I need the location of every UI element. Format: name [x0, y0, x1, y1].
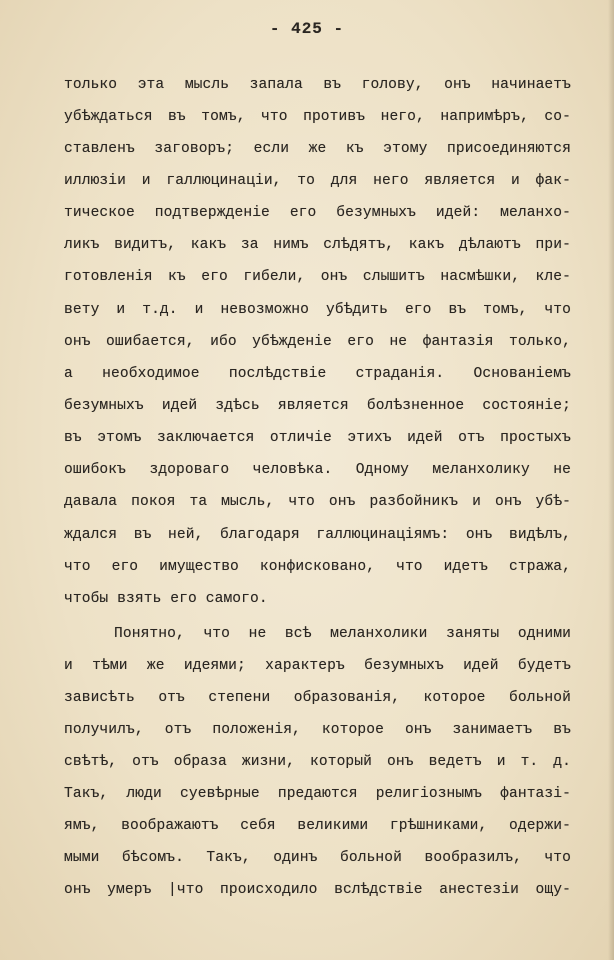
- text-line: онъ ошибается, ибо убѣжденіе его не фантазія только,: [64, 334, 571, 350]
- text-line: ждался въ ней, благодаря галлюцинаціямъ: онъ видѣлъ,: [64, 527, 571, 543]
- text-line: въ этомъ заключается отличіе этихъ идей отъ простыхъ: [64, 430, 571, 446]
- text-line: а необходимое послѣдствіе страданія. Основаніемъ: [64, 366, 571, 382]
- text-line: ставленъ заговоръ; если же къ этому присоединяются: [64, 141, 571, 157]
- paragraph-first-line: Понятно, что не всѣ меланхолики заняты одними: [114, 626, 571, 642]
- page-edge-shadow: [608, 0, 614, 960]
- text-line: Такъ, люди суевѣрные предаются религіознымъ фантазі-: [64, 786, 571, 802]
- text-line: вету и т.д. и невозможно убѣдить его въ томъ, что: [64, 302, 571, 318]
- text-line: только эта мысль запала въ голову, онъ начинаетъ: [64, 77, 571, 93]
- text-line: убѣждаться въ томъ, что противъ него, напримѣръ, со-: [64, 109, 571, 125]
- text-line: безумныхъ идей здѣсь является болѣзненное состояніе;: [64, 398, 571, 414]
- text-line: ошибокъ здороваго человѣка. Одному меланхолику не: [64, 462, 571, 478]
- text-line: онъ умеръ |что происходило вслѣдствіе анестезіи ощу-: [64, 882, 571, 898]
- text-line: и тѣми же идеями; характеръ безумныхъ идей будетъ: [64, 658, 571, 674]
- text-line: свѣтѣ, отъ образа жизни, который онъ ведетъ и т. д.: [64, 754, 571, 770]
- text-line: чтобы взять его самого.: [64, 591, 268, 607]
- text-line: готовленія къ его гибели, онъ слышитъ насмѣшки, кле-: [64, 269, 571, 285]
- text-line: ликъ видитъ, какъ за нимъ слѣдятъ, какъ дѣлаютъ при-: [64, 237, 571, 253]
- text-line: иллюзіи и галлюцинаціи, то для него является и фак-: [64, 173, 571, 189]
- text-line: зависѣть отъ степени образованія, которое больной: [64, 690, 571, 706]
- text-line: давала покоя та мысль, что онъ разбойникъ и онъ убѣ-: [64, 494, 571, 510]
- page-number: - 425 -: [269, 20, 345, 38]
- text-line: тическое подтвержденіе его безумныхъ идей: меланхо-: [64, 205, 571, 221]
- text-line: мыми бѣсомъ. Такъ, одинъ больной вообразилъ, что: [64, 850, 571, 866]
- text-line: получилъ, отъ положенія, которое онъ занимаетъ въ: [64, 722, 571, 738]
- text-line: ямъ, воображаютъ себя великими грѣшниками, одержи-: [64, 818, 571, 834]
- text-line: что его имущество конфисковано, что идетъ стража,: [64, 559, 571, 575]
